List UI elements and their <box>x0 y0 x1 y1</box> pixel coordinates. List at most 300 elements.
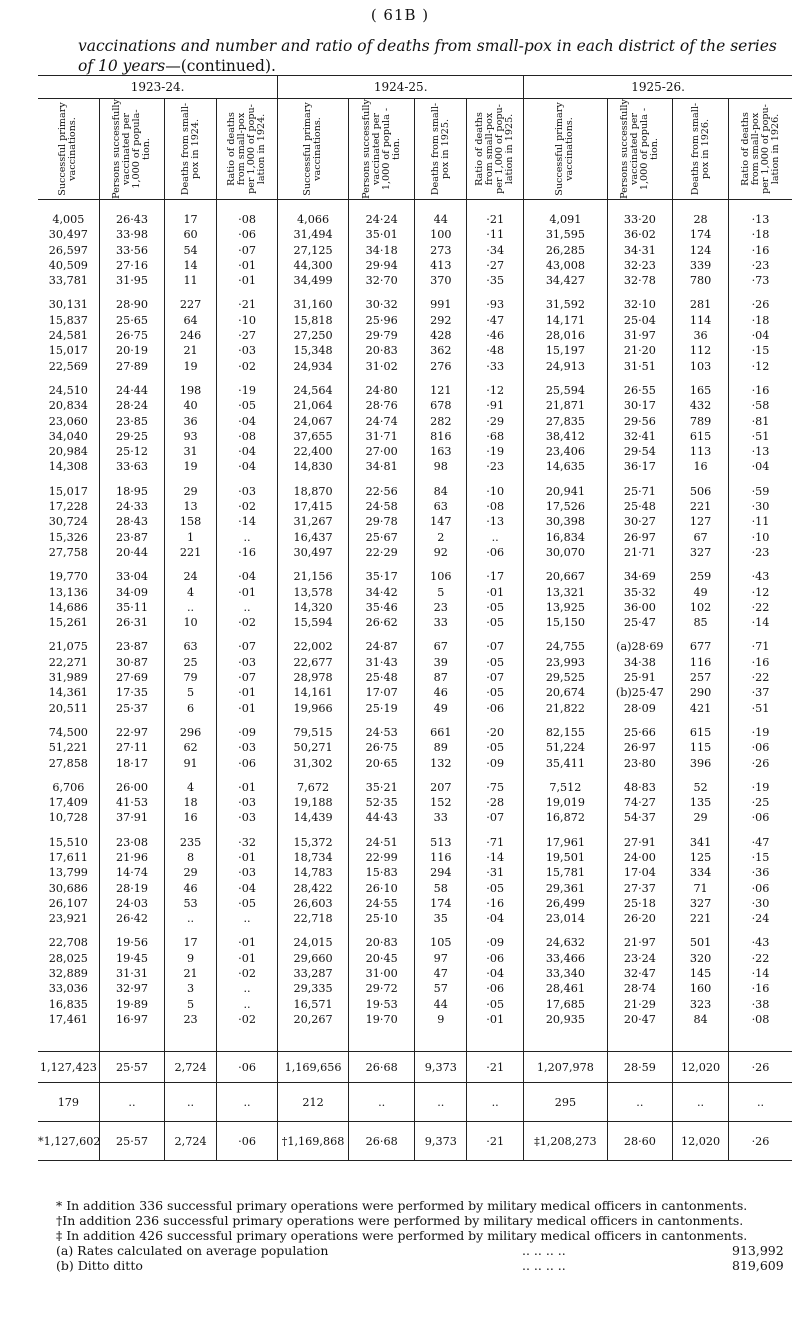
table-cell: ·06 <box>729 810 792 825</box>
table-cell: 19·70 <box>348 1012 415 1027</box>
table-cell: 17·04 <box>607 865 672 880</box>
table-cell: 20,834 <box>48 399 88 413</box>
table-cell: 23 <box>415 600 467 615</box>
table-cell: 34·31 <box>607 243 672 258</box>
table-row <box>38 981 792 996</box>
table-row <box>38 328 792 343</box>
table-cell <box>216 200 277 213</box>
table-cell <box>216 1027 277 1039</box>
table-cell: 33 <box>415 810 467 825</box>
table-cell: ·07 <box>216 670 277 685</box>
table-cell: 22,400 <box>278 444 349 459</box>
table-cell: 23,406 <box>524 444 607 459</box>
table-cell: 27·89 <box>99 359 164 374</box>
table-cell <box>729 200 792 213</box>
table-cell <box>415 716 467 725</box>
period-header: 1925-26. <box>524 76 792 99</box>
rate-label: (b) Ditto ditto <box>56 1258 143 1273</box>
table-cell: 16,571 <box>278 997 349 1012</box>
table-cell: ·71 <box>729 639 792 654</box>
table-cell <box>99 716 164 725</box>
table-cell: ·18 <box>729 227 792 242</box>
table-cell: 14,361 <box>48 686 88 700</box>
table-cell <box>278 475 349 484</box>
table-cell: 35·21 <box>348 780 415 795</box>
table-cell: ·10 <box>729 530 792 545</box>
table-cell <box>729 288 792 297</box>
table-cell <box>38 1027 99 1039</box>
table-cell: 26,285 <box>524 243 607 258</box>
table-cell: 91 <box>165 756 217 771</box>
table-cell: ·36 <box>729 865 792 880</box>
table-cell: 44 <box>415 997 467 1012</box>
table-cell: ·09 <box>467 756 524 771</box>
table-cell: 23·87 <box>99 639 164 654</box>
table-cell: ·07 <box>216 639 277 654</box>
table-cell: 4 <box>165 780 217 795</box>
table-cell: ·06 <box>729 881 792 896</box>
table-cell: 17,526 <box>524 499 607 514</box>
table-cell: 31·31 <box>99 966 164 981</box>
table-cell <box>467 630 524 639</box>
table-cell: 14,439 <box>278 810 349 825</box>
table-cell: 82,155 <box>524 725 607 740</box>
table-cell: 341 <box>673 835 729 850</box>
table-cell <box>99 1027 164 1039</box>
table-cell: 20·44 <box>99 545 164 560</box>
table-cell: ·21 <box>467 1122 524 1161</box>
table-cell: 14,171 <box>524 313 607 328</box>
table-cell: .. <box>99 1083 164 1122</box>
table-cell: 362 <box>415 343 467 358</box>
table-cell <box>99 374 164 383</box>
table-cell: 34·09 <box>99 585 164 600</box>
table-cell: 28,978 <box>278 670 349 685</box>
table-cell: 37·91 <box>99 810 164 825</box>
table-cell: 246 <box>165 328 217 343</box>
table-cell: ·21 <box>467 212 524 227</box>
table-cell <box>524 1039 607 1052</box>
table-cell: 23,014 <box>524 911 607 926</box>
table-cell: ·14 <box>216 514 277 529</box>
table-cell: 12,020 <box>673 1052 729 1083</box>
table-cell: 24·74 <box>348 414 415 429</box>
table-cell <box>38 926 99 935</box>
table-cell <box>99 288 164 297</box>
table-cell: 413 <box>415 258 467 273</box>
table-cell: ·08 <box>467 499 524 514</box>
table-cell: 15,261 <box>48 616 88 630</box>
table-cell <box>415 826 467 835</box>
table-cell: 31,595 <box>524 227 607 242</box>
table-cell: 46 <box>165 881 217 896</box>
table-cell <box>99 560 164 569</box>
table-cell: 18·17 <box>99 756 164 771</box>
table-cell: 26·10 <box>348 881 415 896</box>
table-cell: .. <box>607 1083 672 1122</box>
table-cell <box>607 200 672 213</box>
period-header: 1923-24. <box>38 76 278 99</box>
column-header-label: Persons successfully vaccinated per 1,000 of popula- tion. <box>110 99 152 199</box>
table-cell: 35·01 <box>348 227 415 242</box>
table-row <box>38 756 792 771</box>
table-cell <box>278 1039 349 1052</box>
table-cell <box>729 926 792 935</box>
table-cell: ·04 <box>467 911 524 926</box>
table-cell <box>216 826 277 835</box>
table-cell <box>165 1039 217 1052</box>
table-cell: ·01 <box>216 951 277 966</box>
table-row <box>38 273 792 288</box>
table-row <box>38 725 792 740</box>
table-cell <box>278 288 349 297</box>
table-title <box>78 36 788 76</box>
table-cell: ·26 <box>729 1052 792 1083</box>
table-cell: 34·81 <box>348 459 415 474</box>
table-cell: 7,672 <box>278 780 349 795</box>
table-cell: 19,966 <box>278 701 349 716</box>
table-cell: 26,597 <box>48 243 88 257</box>
table-row <box>38 600 792 615</box>
table-cell <box>165 560 217 569</box>
table-cell <box>216 374 277 383</box>
table-cell: 24 <box>165 569 217 584</box>
table-cell: 370 <box>415 273 467 288</box>
table-cell: 17·35 <box>99 685 164 700</box>
table-cell: ·07 <box>216 243 277 258</box>
table-cell: ·12 <box>729 359 792 374</box>
table-cell: 44·43 <box>348 810 415 825</box>
table-cell: ·01 <box>216 701 277 716</box>
rate-value: 819,609 <box>732 1258 784 1273</box>
table-cell: 102 <box>673 600 729 615</box>
table-cell: ·08 <box>216 212 277 227</box>
table-cell: 64 <box>165 313 217 328</box>
table-cell: ·04 <box>729 328 792 343</box>
table-cell: 51,224 <box>524 740 607 755</box>
table-cell: 15,837 <box>48 313 88 327</box>
table-cell: 44,300 <box>278 258 349 273</box>
table-cell <box>607 716 672 725</box>
table-cell <box>348 771 415 780</box>
table-cell: ·23 <box>729 258 792 273</box>
table-cell: 44 <box>415 212 467 227</box>
table-row <box>38 685 792 700</box>
table-cell: 25·91 <box>607 670 672 685</box>
table-cell: 19,019 <box>524 795 607 810</box>
table-cell: 221 <box>673 911 729 926</box>
table-row <box>38 514 792 529</box>
table-cell: 92 <box>415 545 467 560</box>
table-cell: 93 <box>165 429 217 444</box>
table-cell <box>216 926 277 935</box>
table-cell: 22·29 <box>348 545 415 560</box>
table-cell: 28·24 <box>99 398 164 413</box>
table-cell: 34,499 <box>278 273 349 288</box>
table-cell: 40 <box>165 398 217 413</box>
table-cell: 27·91 <box>607 835 672 850</box>
table-cell: 15,348 <box>278 343 349 358</box>
table-cell: ·19 <box>729 780 792 795</box>
table-cell: 116 <box>673 655 729 670</box>
table-cell: 16,834 <box>524 530 607 545</box>
table-row <box>38 1012 792 1027</box>
table-cell <box>467 926 524 935</box>
table-cell: 20,935 <box>524 1012 607 1027</box>
table-cell: ·13 <box>729 212 792 227</box>
table-cell <box>673 200 729 213</box>
column-header-label: Persons successfully vaccinated per 1,000 of popula - tion. <box>618 99 660 199</box>
table-cell <box>673 560 729 569</box>
table-cell: 432 <box>673 398 729 413</box>
table-cell: ·02 <box>216 359 277 374</box>
table-cell <box>415 288 467 297</box>
table-cell: 98 <box>415 459 467 474</box>
table-cell: 26·68 <box>348 1122 415 1161</box>
table-cell <box>348 1039 415 1052</box>
table-cell: 24·80 <box>348 383 415 398</box>
table-cell <box>348 1027 415 1039</box>
table-cell: 14·74 <box>99 865 164 880</box>
table-cell <box>467 716 524 725</box>
table-cell: 615 <box>673 725 729 740</box>
table-cell: 32,889 <box>48 967 88 981</box>
table-cell: ·06 <box>467 701 524 716</box>
table-cell <box>607 1039 672 1052</box>
table-cell: 49 <box>415 701 467 716</box>
table-cell: 13,321 <box>524 585 607 600</box>
table-cell: 19,188 <box>278 795 349 810</box>
table-cell: 29 <box>165 865 217 880</box>
table-cell: 25·57 <box>99 1122 164 1161</box>
table-cell: ·22 <box>729 600 792 615</box>
table-cell: ·03 <box>216 865 277 880</box>
table-cell: 28·09 <box>607 701 672 716</box>
table-cell: ·06 <box>467 981 524 996</box>
table-cell: 14,308 <box>48 460 88 474</box>
table-cell: 10,728 <box>48 811 88 825</box>
table-cell <box>415 771 467 780</box>
table-cell: ·14 <box>729 966 792 981</box>
grand-total-row <box>38 1122 792 1161</box>
table-cell <box>165 630 217 639</box>
table-cell <box>415 630 467 639</box>
table-cell: 29,335 <box>278 981 349 996</box>
table-row <box>38 850 792 865</box>
table-cell: 25·10 <box>348 911 415 926</box>
table-cell: 5 <box>415 585 467 600</box>
column-header-label: Ratio of deaths from small-pox per 1,000 of popu- lation in 1925. <box>474 104 516 194</box>
period-header: 1924-25. <box>278 76 524 99</box>
table-cell: 20,267 <box>278 1012 349 1027</box>
table-cell: 16,872 <box>524 810 607 825</box>
footnote: * In addition 336 successful primary operations were performed by military medical officers in cantonments. <box>56 1198 748 1213</box>
table-cell: ·14 <box>729 615 792 630</box>
table-cell: 24·33 <box>99 499 164 514</box>
table-cell <box>415 374 467 383</box>
rate-value: 913,992 <box>732 1243 784 1258</box>
table-cell: 33,340 <box>524 966 607 981</box>
table-cell <box>607 630 672 639</box>
table-cell: ·46 <box>467 328 524 343</box>
table-cell: 62 <box>165 740 217 755</box>
table-cell: .. <box>165 1083 217 1122</box>
table-cell: 30·17 <box>607 398 672 413</box>
table-cell: 13,799 <box>48 866 88 880</box>
table-cell: 20,984 <box>48 445 88 459</box>
table-cell: 32·47 <box>607 966 672 981</box>
table-cell <box>348 374 415 383</box>
table-cell: 106 <box>415 569 467 584</box>
vaccination-table <box>38 75 792 1161</box>
table-cell <box>278 200 349 213</box>
table-row <box>38 569 792 584</box>
table-row <box>38 896 792 911</box>
column-header-label: Deaths from small- pox in 1925. <box>429 102 451 196</box>
table-cell: 24·87 <box>348 639 415 654</box>
table-cell: 27·00 <box>348 444 415 459</box>
table-cell: †1,169,868 <box>278 1122 349 1161</box>
table-cell: 18·95 <box>99 484 164 499</box>
table-cell: 12,020 <box>673 1122 729 1161</box>
table-cell: 47 <box>415 966 467 981</box>
table-cell: ·01 <box>216 585 277 600</box>
table-cell: 513 <box>415 835 467 850</box>
table-cell: 17,415 <box>278 499 349 514</box>
table-cell: 16 <box>165 810 217 825</box>
table-cell: 33,287 <box>278 966 349 981</box>
table-cell: ·93 <box>467 297 524 312</box>
table-cell: 158 <box>165 514 217 529</box>
table-cell: 31,160 <box>278 297 349 312</box>
table-cell: 29·78 <box>348 514 415 529</box>
table-cell: 33·56 <box>99 243 164 258</box>
table-cell: 23 <box>165 1012 217 1027</box>
table-cell: 14,635 <box>524 459 607 474</box>
table-cell: ·22 <box>729 670 792 685</box>
table-cell: 17,409 <box>48 796 88 810</box>
table-cell: 780 <box>673 273 729 288</box>
table-cell <box>348 630 415 639</box>
table-cell: 33·20 <box>607 212 672 227</box>
table-row <box>38 966 792 981</box>
table-cell: 10 <box>165 615 217 630</box>
table-cell: 35·32 <box>607 585 672 600</box>
table-cell: 276 <box>415 359 467 374</box>
table-cell <box>165 475 217 484</box>
table-cell <box>729 826 792 835</box>
table-row <box>38 997 792 1012</box>
table-cell: ·04 <box>216 881 277 896</box>
table-cell: 6 <box>165 701 217 716</box>
table-cell: 35·17 <box>348 569 415 584</box>
table-cell: 54 <box>165 243 217 258</box>
table-cell: 50,271 <box>278 740 349 755</box>
table-cell: 677 <box>673 639 729 654</box>
table-cell: 25·48 <box>607 499 672 514</box>
table-cell: 30·87 <box>99 655 164 670</box>
table-cell: ·32 <box>216 835 277 850</box>
table-cell: ·59 <box>729 484 792 499</box>
table-cell <box>524 716 607 725</box>
table-cell: 26·42 <box>99 911 164 926</box>
table-cell <box>729 716 792 725</box>
table-cell <box>99 1039 164 1052</box>
table-cell: 15,781 <box>524 865 607 880</box>
table-cell <box>99 771 164 780</box>
footnotes <box>42 1198 782 1273</box>
table-cell: ·13 <box>729 444 792 459</box>
table-row <box>38 359 792 374</box>
table-cell <box>38 1039 99 1052</box>
table-row <box>38 911 792 926</box>
table-cell: ·30 <box>729 499 792 514</box>
table-cell: 26·55 <box>607 383 672 398</box>
table-cell <box>165 826 217 835</box>
table-cell: .. <box>165 600 217 615</box>
table-cell <box>415 926 467 935</box>
table-cell: 33·98 <box>99 227 164 242</box>
table-cell: 501 <box>673 935 729 950</box>
table-cell: 20·19 <box>99 343 164 358</box>
table-cell: 30,070 <box>524 545 607 560</box>
table-cell: 23,060 <box>48 414 88 428</box>
group-gap <box>38 288 792 297</box>
column-header <box>165 99 217 200</box>
table-cell: 4 <box>165 585 217 600</box>
table-cell <box>524 926 607 935</box>
table-cell: 21,822 <box>524 701 607 716</box>
table-cell: ·26 <box>729 297 792 312</box>
table-cell: 34·38 <box>607 655 672 670</box>
table-cell: ·03 <box>216 484 277 499</box>
table-row <box>38 383 792 398</box>
table-cell: ·14 <box>467 850 524 865</box>
table-cell: 991 <box>415 297 467 312</box>
table-cell <box>673 826 729 835</box>
table-cell: 63 <box>415 499 467 514</box>
table-cell: 21,871 <box>524 398 607 413</box>
table-row <box>38 484 792 499</box>
table-cell: 33,781 <box>48 274 88 288</box>
table-cell: 32·10 <box>607 297 672 312</box>
table-cell: 15·83 <box>348 865 415 880</box>
table-cell: 30,497 <box>48 228 88 242</box>
table-cell: 145 <box>673 966 729 981</box>
table-cell: 339 <box>673 258 729 273</box>
table-cell: 28·90 <box>99 297 164 312</box>
table-cell: 396 <box>673 756 729 771</box>
table-cell: ·30 <box>729 896 792 911</box>
table-cell: ·31 <box>467 865 524 880</box>
table-cell: 33·63 <box>99 459 164 474</box>
table-cell: 74·27 <box>607 795 672 810</box>
table-cell: ·06 <box>467 951 524 966</box>
table-cell <box>673 630 729 639</box>
table-row <box>38 297 792 312</box>
column-header-label: Successful primary vaccinations. <box>554 102 576 196</box>
table-cell: 28·76 <box>348 398 415 413</box>
table-cell <box>38 560 99 569</box>
table-cell: 26·68 <box>348 1052 415 1083</box>
table-cell <box>165 200 217 213</box>
table-cell <box>607 1027 672 1039</box>
table-cell: 1,207,978 <box>524 1052 607 1083</box>
table-cell: 147 <box>415 514 467 529</box>
table-cell: ·01 <box>216 935 277 950</box>
table-cell: 21,156 <box>278 569 349 584</box>
table-cell <box>524 288 607 297</box>
